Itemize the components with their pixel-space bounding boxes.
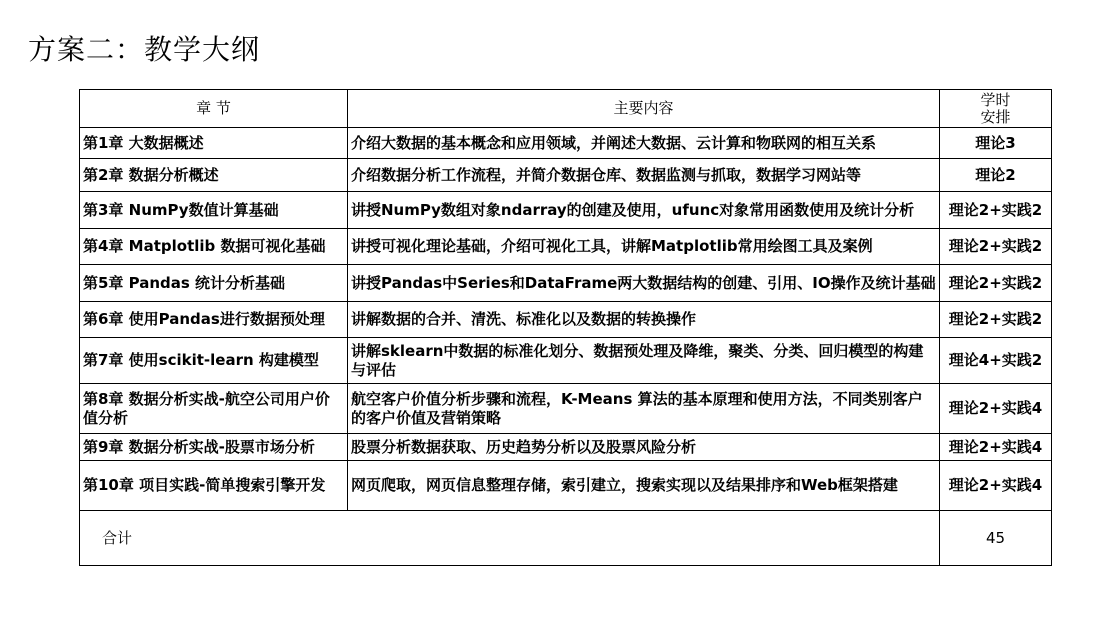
hours-cell: 理论2+实践4 — [940, 461, 1052, 511]
content-cell: 讲解sklearn中数据的标准化划分、数据预处理及降维，聚类、分类、回归模型的构建与评估 — [348, 338, 940, 384]
hours-cell: 理论2+实践4 — [940, 434, 1052, 461]
column-header-hours-line2: 安排 — [980, 107, 1011, 126]
table-row — [80, 384, 1052, 434]
content-cell: 介绍大数据的基本概念和应用领域，并阐述大数据、云计算和物联网的相互关系 — [348, 128, 940, 159]
hours-cell: 理论3 — [940, 128, 1052, 159]
table-row — [80, 265, 1052, 302]
syllabus-table — [79, 89, 1052, 566]
table-row — [80, 338, 1052, 384]
table-row — [80, 461, 1052, 511]
chapter-cell: 第9章 数据分析实战-股票市场分析 — [80, 434, 348, 461]
total-label: 合计 — [80, 511, 940, 566]
chapter-cell: 第7章 使用scikit-learn 构建模型 — [80, 338, 348, 384]
content-cell: 讲授可视化理论基础，介绍可视化工具，讲解Matplotlib常用绘图工具及案例 — [348, 229, 940, 265]
content-cell: 介绍数据分析工作流程，并简介数据仓库、数据监测与抓取，数据学习网站等 — [348, 159, 940, 192]
content-cell: 股票分析数据获取、历史趋势分析以及股票风险分析 — [348, 434, 940, 461]
hours-cell: 理论4+实践2 — [940, 338, 1052, 384]
table-total-row — [80, 511, 1052, 566]
column-header-hours — [940, 90, 1052, 128]
column-header-chapter: 章 节 — [80, 90, 348, 128]
table-row — [80, 192, 1052, 229]
chapter-cell: 第2章 数据分析概述 — [80, 159, 348, 192]
hours-cell: 理论2+实践2 — [940, 192, 1052, 229]
total-hours: 45 — [940, 511, 1052, 566]
table-row — [80, 434, 1052, 461]
chapter-cell: 第10章 项目实践-简单搜索引擎开发 — [80, 461, 348, 511]
table-row — [80, 128, 1052, 159]
table-row — [80, 159, 1052, 192]
chapter-cell: 第3章 NumPy数值计算基础 — [80, 192, 348, 229]
hours-cell: 理论2 — [940, 159, 1052, 192]
hours-cell: 理论2+实践4 — [940, 384, 1052, 434]
content-cell: 网页爬取，网页信息整理存储，索引建立，搜索实现以及结果排序和Web框架搭建 — [348, 461, 940, 511]
content-cell: 讲授Pandas中Series和DataFrame两大数据结构的创建、引用、IO操作及统计基础 — [348, 265, 940, 302]
chapter-cell: 第8章 数据分析实战-航空公司用户价值分析 — [80, 384, 348, 434]
hours-cell: 理论2+实践2 — [940, 265, 1052, 302]
chapter-cell: 第5章 Pandas 统计分析基础 — [80, 265, 348, 302]
column-header-hours-line1: 学时 — [980, 90, 1011, 109]
content-cell: 讲授NumPy数组对象ndarray的创建及使用，ufunc对象常用函数使用及统计分析 — [348, 192, 940, 229]
page-title: 方案二：教学大纲 — [28, 33, 261, 66]
hours-cell: 理论2+实践2 — [940, 302, 1052, 338]
content-cell: 讲解数据的合并、清洗、标准化以及数据的转换操作 — [348, 302, 940, 338]
chapter-cell: 第6章 使用Pandas进行数据预处理 — [80, 302, 348, 338]
chapter-cell: 第4章 Matplotlib 数据可视化基础 — [80, 229, 348, 265]
table-row — [80, 229, 1052, 265]
hours-cell: 理论2+实践2 — [940, 229, 1052, 265]
chapter-cell: 第1章 大数据概述 — [80, 128, 348, 159]
table-row — [80, 302, 1052, 338]
table-header-row — [80, 90, 1052, 128]
column-header-content: 主要内容 — [348, 90, 940, 128]
content-cell: 航空客户价值分析步骤和流程，K-Means 算法的基本原理和使用方法，不同类别客户的客户价值及营销策略 — [348, 384, 940, 434]
